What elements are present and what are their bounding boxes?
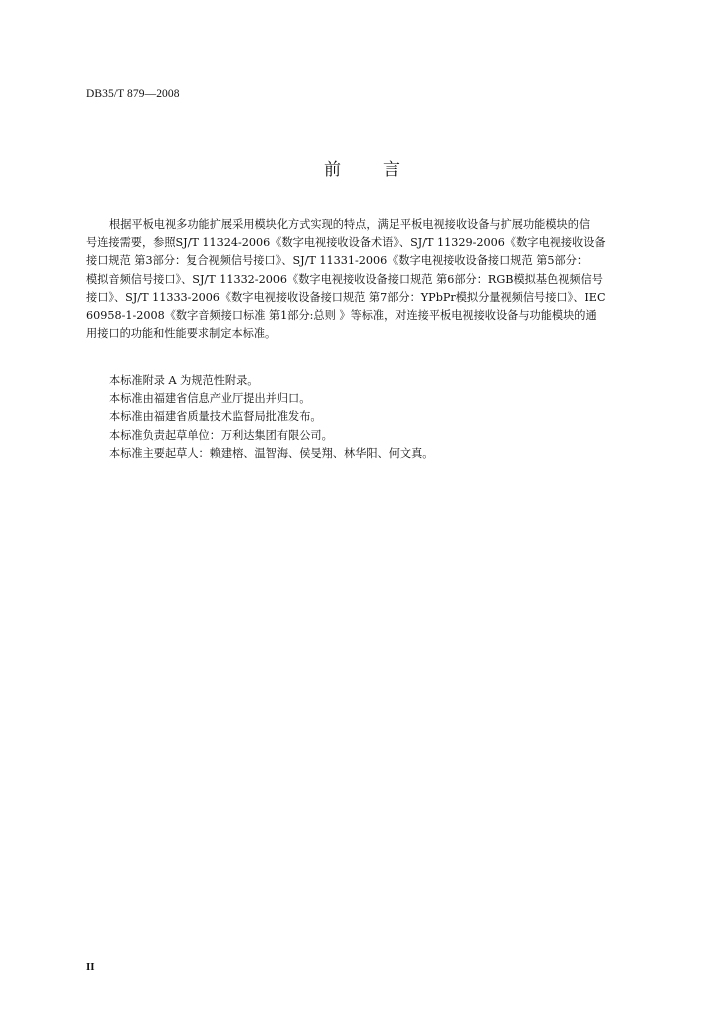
foreword-line: 用接口的功能和性能要求制定本标准。 bbox=[86, 327, 277, 341]
page-title bbox=[0, 155, 724, 180]
statement-appendix: 本标准附录 A 为规范性附录。 bbox=[109, 374, 259, 387]
foreword-paragraph bbox=[86, 216, 656, 343]
statement-proposer: 本标准由福建省信息产业厅提出并归口。 bbox=[109, 392, 311, 406]
statement-drafting-unit: 本标准负责起草单位：万利达集团有限公司。 bbox=[109, 428, 333, 442]
statement-approver: 本标准由福建省质量技术监督局批准发布。 bbox=[109, 410, 322, 424]
foreword-line: 模拟音频信号接口》、SJ/T 11332-2006《数字电视接收设备接口规范 第6部分：RGB模拟基色视频信号 bbox=[86, 272, 603, 286]
title-char-2: 言 bbox=[383, 160, 400, 180]
standard-code-header: DB35/T 879—2008 bbox=[86, 88, 180, 100]
foreword-line: 根据平板电视多功能扩展采用模块化方式实现的特点，满足平板电视接收设备与扩展功能模块的信 bbox=[109, 218, 591, 231]
title-char-1: 前 bbox=[324, 160, 341, 180]
foreword-line: 号连接需要，参照SJ/T 11324-2006《数字电视接收设备术语》、SJ/T 11329-2006《数字电视接收设备 bbox=[86, 236, 606, 250]
foreword-line: 60958-1-2008《数字音频接口标准 第1部分:总则 》等标准，对连接平板电视接收设备与功能模块的通 bbox=[86, 309, 597, 323]
page-number: II bbox=[86, 961, 95, 973]
statement-drafters: 本标准主要起草人：赖建榕、温智海、侯旻翔、林华阳、何文真。 bbox=[109, 446, 434, 460]
foreword-line: 接口规范 第3部分：复合视频信号接口》、SJ/T 11331-2006《数字电视接收设备接口规范 第5部分： bbox=[86, 254, 589, 268]
statement-list bbox=[86, 372, 656, 463]
foreword-line: 接口》、SJ/T 11333-2006《数字电视接收设备接口规范 第7部分：YPbPr模拟分量视频信号接口》、IEC bbox=[86, 290, 606, 304]
